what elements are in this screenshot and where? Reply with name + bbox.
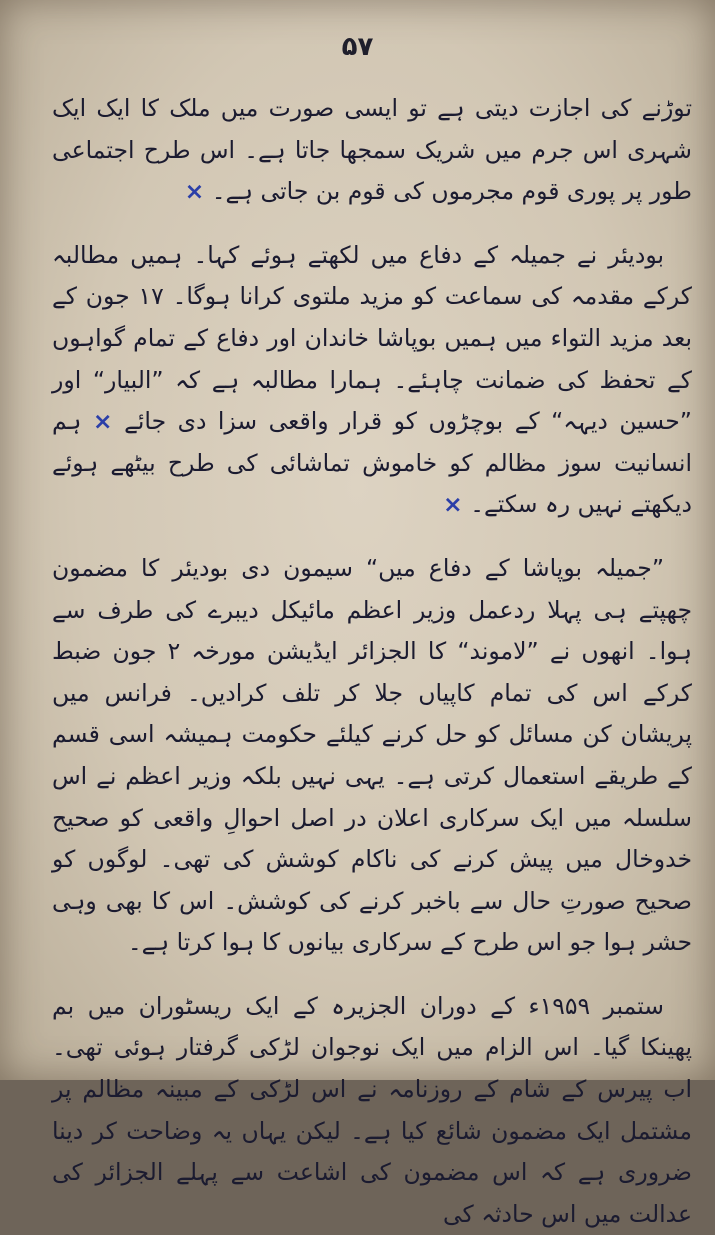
paragraph-4-text: ستمبر ۱۹۵۹ء کے دوران الجزیرہ کے ایک ریسٹوران میں بم پھینکا گیا۔ اس الزام میں ایک نوجوان لڑکی گرفتار ہوئی تھی۔ اب پیرس کے شام کے روزنامہ نے اس لڑکی کے مبینہ مظالم پر مشتمل ایک مضمون شائع کیا ہے۔ لیکن یہاں یہ وضاحت کر دینا ضروری ہے کہ اس مضمون کی اشاعت سے پہلے الجزائر کی عدالت میں اس حادثہ کی xyxy=(52,991,692,1228)
paragraph-2-text: بودیئر نے جمیلہ کے دفاع میں لکھتے ہوئے کہا۔ ہمیں مطالبہ کرکے مقدمہ کی سماعت کو مزید ملتوی کرانا ہوگا۔ ۱۷ جون کے بعد مزید التواء میں ہمیں بوپاشا خاندان اور دفاع کے تمام گواہوں کے تحفظ کی ضمانت چاہئے۔ ہمارا مطالبہ ہے کہ ”البیار“ اور ”حسین دیہہ“ کے بوچڑوں کو قرار واقعی سزا دی جائے xyxy=(52,240,692,436)
paragraph-3 xyxy=(52,548,692,964)
paragraph-1-text: توڑنے کی اجازت دیتی ہے تو ایسی صورت میں ملک کا ایک ایک شہری اس جرم میں شریک سمجھا جاتا ہے۔ اس طرح اجتماعی طور پر پوری قوم مجرموں کی قوم بن جاتی ہے۔ xyxy=(52,94,692,206)
paragraph-1 xyxy=(52,88,692,213)
margin-mark: × xyxy=(92,407,113,436)
paragraph-2 xyxy=(52,235,692,526)
paragraph-4 xyxy=(52,986,692,1235)
page-body xyxy=(52,88,692,1235)
page-number: ۵۷ xyxy=(341,32,374,62)
margin-mark: × xyxy=(443,490,463,519)
paragraph-2-text-continued: ہم انسانیت سوز مظالم کو خاموش تماشائی کی طرح بیٹھے ہوئے دیکھتے نہیں رہ سکتے۔ xyxy=(52,407,692,519)
margin-mark: × xyxy=(184,177,205,206)
paragraph-3-text: ”جمیلہ بوپاشا کے دفاع میں“ سیمون دی بودیئر کا مضمون چھپتے ہی پہلا ردعمل وزیر اعظم مائیکل دیبرے کی طرف سے ہوا۔ انھوں نے ”لاموند“ کا الجزائر ایڈیشن مورخہ ۲ جون ضبط کرکے اس کی تمام کاپیاں جلا کر تلف کرادیں۔ فرانس میں پریشان کن مسائل کو حل کرنے کیلئے حکومت ہمیشہ اسی قسم کے طریقے استعمال کرتی ہے۔ یہی نہیں بلکہ وزیر اعظم نے اس سلسلہ میں ایک سرکاری اعلان در اصل احوالِ واقعی کو صحیح خدوخال میں پیش کرنے کی ناکام کوشش کی تھی۔ لوگوں کو صحیح صورتِ حال سے باخبر کرنے کی کوشش۔ اس کا بھی وہی حشر ہوا جو اس طرح کے سرکاری بیانوں کا ہوا کرتا ہے۔ xyxy=(52,553,693,957)
